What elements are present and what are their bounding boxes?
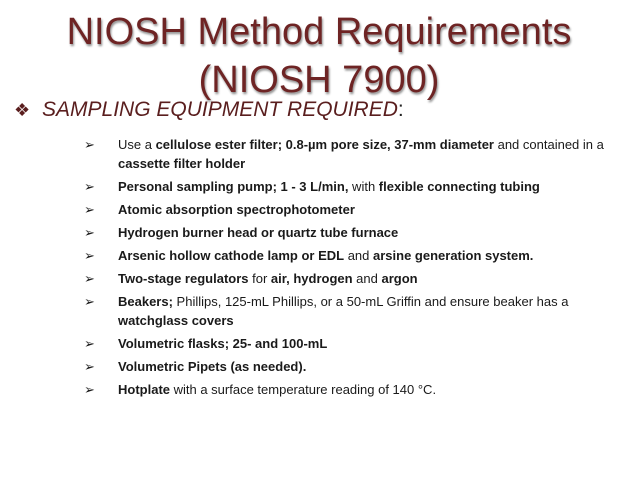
section-heading-text: SAMPLING EQUIPMENT REQUIRED [42, 98, 398, 121]
section-heading-colon: : [397, 98, 404, 121]
section-heading [14, 98, 404, 122]
list-item-bold-text: Personal sampling pump; 1 - 3 L/min, [118, 179, 349, 194]
list-item-bold-text: arsine generation system. [373, 248, 534, 263]
list-item [84, 357, 614, 376]
arrow-bullet-icon: ➢ [84, 179, 95, 194]
arrow-bullet-icon: ➢ [84, 248, 95, 263]
list-item-bold-text: Atomic absorption spectrophotometer [118, 202, 355, 217]
list-item [84, 380, 614, 399]
list-item-bold-text: Two-stage regulators [118, 271, 249, 286]
arrow-bullet-icon: ➢ [84, 271, 95, 286]
arrow-bullet-icon: ➢ [84, 202, 95, 217]
list-item-bold-text: cellulose ester filter; 0.8-µm pore size, 37-mm diameter [155, 137, 494, 152]
slide-title [0, 8, 638, 104]
arrow-bullet-icon: ➢ [84, 225, 95, 240]
list-item [84, 334, 614, 353]
list-item-bold-text: Volumetric Pipets (as needed). [118, 359, 307, 374]
list-item [84, 177, 614, 196]
list-item-bold-text: air, hydrogen [270, 271, 353, 286]
list-item-bold-text: Arsenic hollow cathode lamp or EDL [118, 248, 345, 263]
list-item-bold-text: Hotplate [118, 382, 170, 397]
list-item-text: and [352, 271, 382, 286]
list-item-text: Use a [118, 137, 156, 152]
list-item [84, 135, 614, 173]
equipment-list [84, 135, 614, 403]
list-item [84, 200, 614, 219]
arrow-bullet-icon: ➢ [84, 382, 95, 397]
diamond-bullet-icon: ❖ [14, 100, 31, 120]
list-item-bold-text: argon [381, 271, 418, 286]
arrow-bullet-icon: ➢ [84, 294, 95, 309]
arrow-bullet-icon: ➢ [84, 336, 95, 351]
list-item-text: and contained in a [493, 137, 604, 152]
list-item-bold-text: flexible connecting tubing [378, 179, 540, 194]
list-item-text: for [248, 271, 271, 286]
list-item-bold-text: Volumetric flasks; 25- and 100-mL [118, 336, 328, 351]
list-item [84, 223, 614, 242]
list-item [84, 292, 614, 330]
arrow-bullet-icon: ➢ [84, 137, 95, 152]
list-item [84, 269, 614, 288]
list-item-text: and [344, 248, 374, 263]
list-item-text: with [348, 179, 379, 194]
list-item [84, 246, 614, 265]
list-item-bold-text: cassette filter holder [118, 156, 246, 171]
list-item-text: Phillips, 125-mL Phillips, or a 50-mL Griffin and ensure beaker has a [172, 294, 569, 309]
list-item-bold-text: watchglass covers [118, 313, 234, 328]
list-item-bold-text: Hydrogen burner head or quartz tube furnace [118, 225, 399, 240]
list-item-bold-text: Beakers; [118, 294, 173, 309]
title-line-2: (NIOSH 7900) [198, 59, 440, 101]
arrow-bullet-icon: ➢ [84, 359, 95, 374]
title-line-1: NIOSH Method Requirements [66, 11, 572, 53]
list-item-text: with a surface temperature reading of 140 °C. [170, 382, 437, 397]
